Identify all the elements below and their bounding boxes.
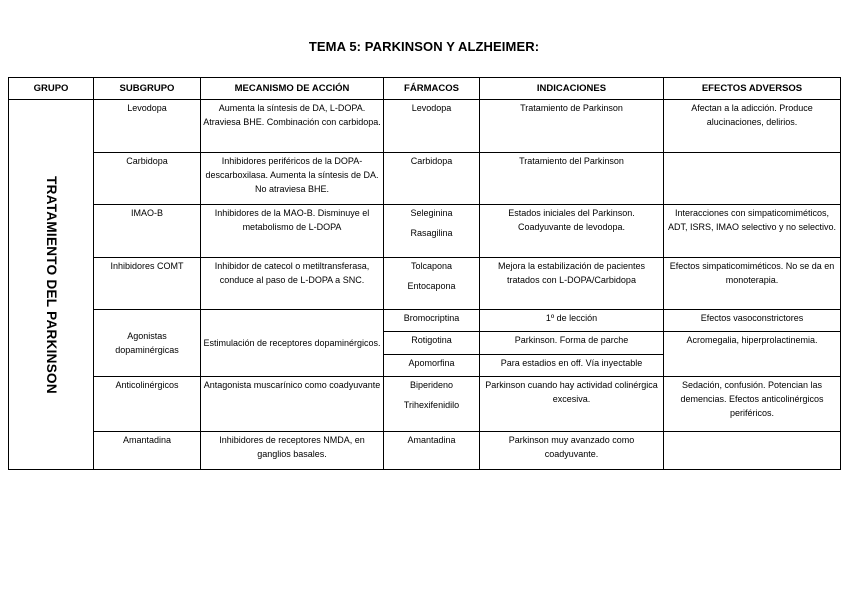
page-title: TEMA 5: PARKINSON Y ALZHEIMER: (308, 39, 540, 54)
subgrupo-cell: Inhibidores COMT (94, 258, 201, 310)
subgrupo-cell: Agonistas dopaminérgicas (94, 310, 201, 377)
table-row (9, 377, 841, 432)
header-indicaciones: INDICACIONES (480, 78, 664, 100)
mecanismo-cell: Inhibidores de receptores NMDA, en ganglios basales. (201, 432, 384, 470)
farmaco-name: Tolcapona (410, 261, 453, 271)
farmaco-cell: Apomorfina (384, 355, 480, 377)
farmaco-name: Trihexifenidilo (403, 400, 460, 410)
indicaciones-cell: Tratamiento de Parkinson (480, 100, 664, 153)
indicaciones-cell: 1º de lección (480, 310, 664, 332)
farmaco-name: Rasagilina (410, 228, 453, 238)
subgrupo-cell: Anticolinérgicos (94, 377, 201, 432)
mecanismo-cell: Inhibidores de la MAO-B. Disminuye el metabolismo de L-DOPA (201, 205, 384, 258)
table-header-row (9, 78, 841, 100)
subgrupo-cell: Carbidopa (94, 153, 201, 205)
farmaco-cell: Bromocriptina (384, 310, 480, 332)
indicaciones-cell: Parkinson. Forma de parche (480, 332, 664, 355)
table-row (9, 432, 841, 470)
table-row (9, 153, 841, 205)
group-cell (9, 100, 94, 470)
farmaco-cell: Rotigotina (384, 332, 480, 355)
farmaco-cell (384, 258, 480, 310)
farmaco-cell (384, 377, 480, 432)
mecanismo-cell: Estimulación de receptores dopaminérgicos. (201, 310, 384, 377)
subgrupo-cell: IMAO-B (94, 205, 201, 258)
farmaco-name: Biperideno (409, 380, 454, 390)
drug-table (8, 77, 841, 470)
efectos-cell: Sedación, confusión. Potencian las demencias. Efectos anticolinérgicos periféricos. (664, 377, 841, 432)
indicaciones-cell: Tratamiento del Parkinson (480, 153, 664, 205)
farmaco-name: Seleginina (410, 208, 453, 218)
header-grupo: GRUPO (9, 78, 94, 100)
efectos-cell: Acromegalia, hiperprolactinemia. (664, 332, 841, 377)
indicaciones-cell: Parkinson cuando hay actividad colinérgica excesiva. (480, 377, 664, 432)
table-row (9, 205, 841, 258)
subgrupo-cell: Amantadina (94, 432, 201, 470)
group-label: TRATAMIENTO DEL PARKINSON (44, 175, 59, 394)
header-farmacos: FÁRMACOS (384, 78, 480, 100)
header-mecanismo: MECANISMO DE ACCIÓN (201, 78, 384, 100)
efectos-cell: Interacciones con simpaticomiméticos, ADT, ISRS, IMAO selectivo y no selectivo. (664, 205, 841, 258)
farmaco-cell: Amantadina (384, 432, 480, 470)
indicaciones-cell: Para estadios en off. Vía inyectable (480, 355, 664, 377)
indicaciones-cell: Estados iniciales del Parkinson. Coadyuvante de levodopa. (480, 205, 664, 258)
mecanismo-cell: Inhibidor de catecol o metiltransferasa, conduce al paso de L-DOPA a SNC. (201, 258, 384, 310)
farmaco-cell: Levodopa (384, 100, 480, 153)
subgrupo-cell: Levodopa (94, 100, 201, 153)
table-row (9, 100, 841, 153)
header-subgrupo: SUBGRUPO (94, 78, 201, 100)
mecanismo-cell: Antagonista muscarínico como coadyuvante (201, 377, 384, 432)
mecanismo-cell: Aumenta la síntesis de DA, L-DOPA. Atraviesa BHE. Combinación con carbidopa. (201, 100, 384, 153)
farmaco-cell: Carbidopa (384, 153, 480, 205)
indicaciones-cell: Parkinson muy avanzado como coadyuvante. (480, 432, 664, 470)
efectos-cell: Efectos simpaticomiméticos. No se da en monoterapia. (664, 258, 841, 310)
efectos-cell: Efectos vasoconstrictores (664, 310, 841, 332)
mecanismo-cell: Inhibidores periféricos de la DOPA-descarboxilasa. Aumenta la síntesis de DA. No atraviesa BHE. (201, 153, 384, 205)
table-row (9, 310, 841, 332)
table-row (9, 258, 841, 310)
efectos-cell: Afectan a la adicción. Produce alucinaciones, delirios. (664, 100, 841, 153)
efectos-cell (664, 432, 841, 470)
farmaco-cell (384, 205, 480, 258)
indicaciones-cell: Mejora la estabilización de pacientes tratados con L-DOPA/Carbidopa (480, 258, 664, 310)
efectos-cell (664, 153, 841, 205)
header-efectos: EFECTOS ADVERSOS (664, 78, 841, 100)
farmaco-name: Entocapona (407, 281, 456, 291)
